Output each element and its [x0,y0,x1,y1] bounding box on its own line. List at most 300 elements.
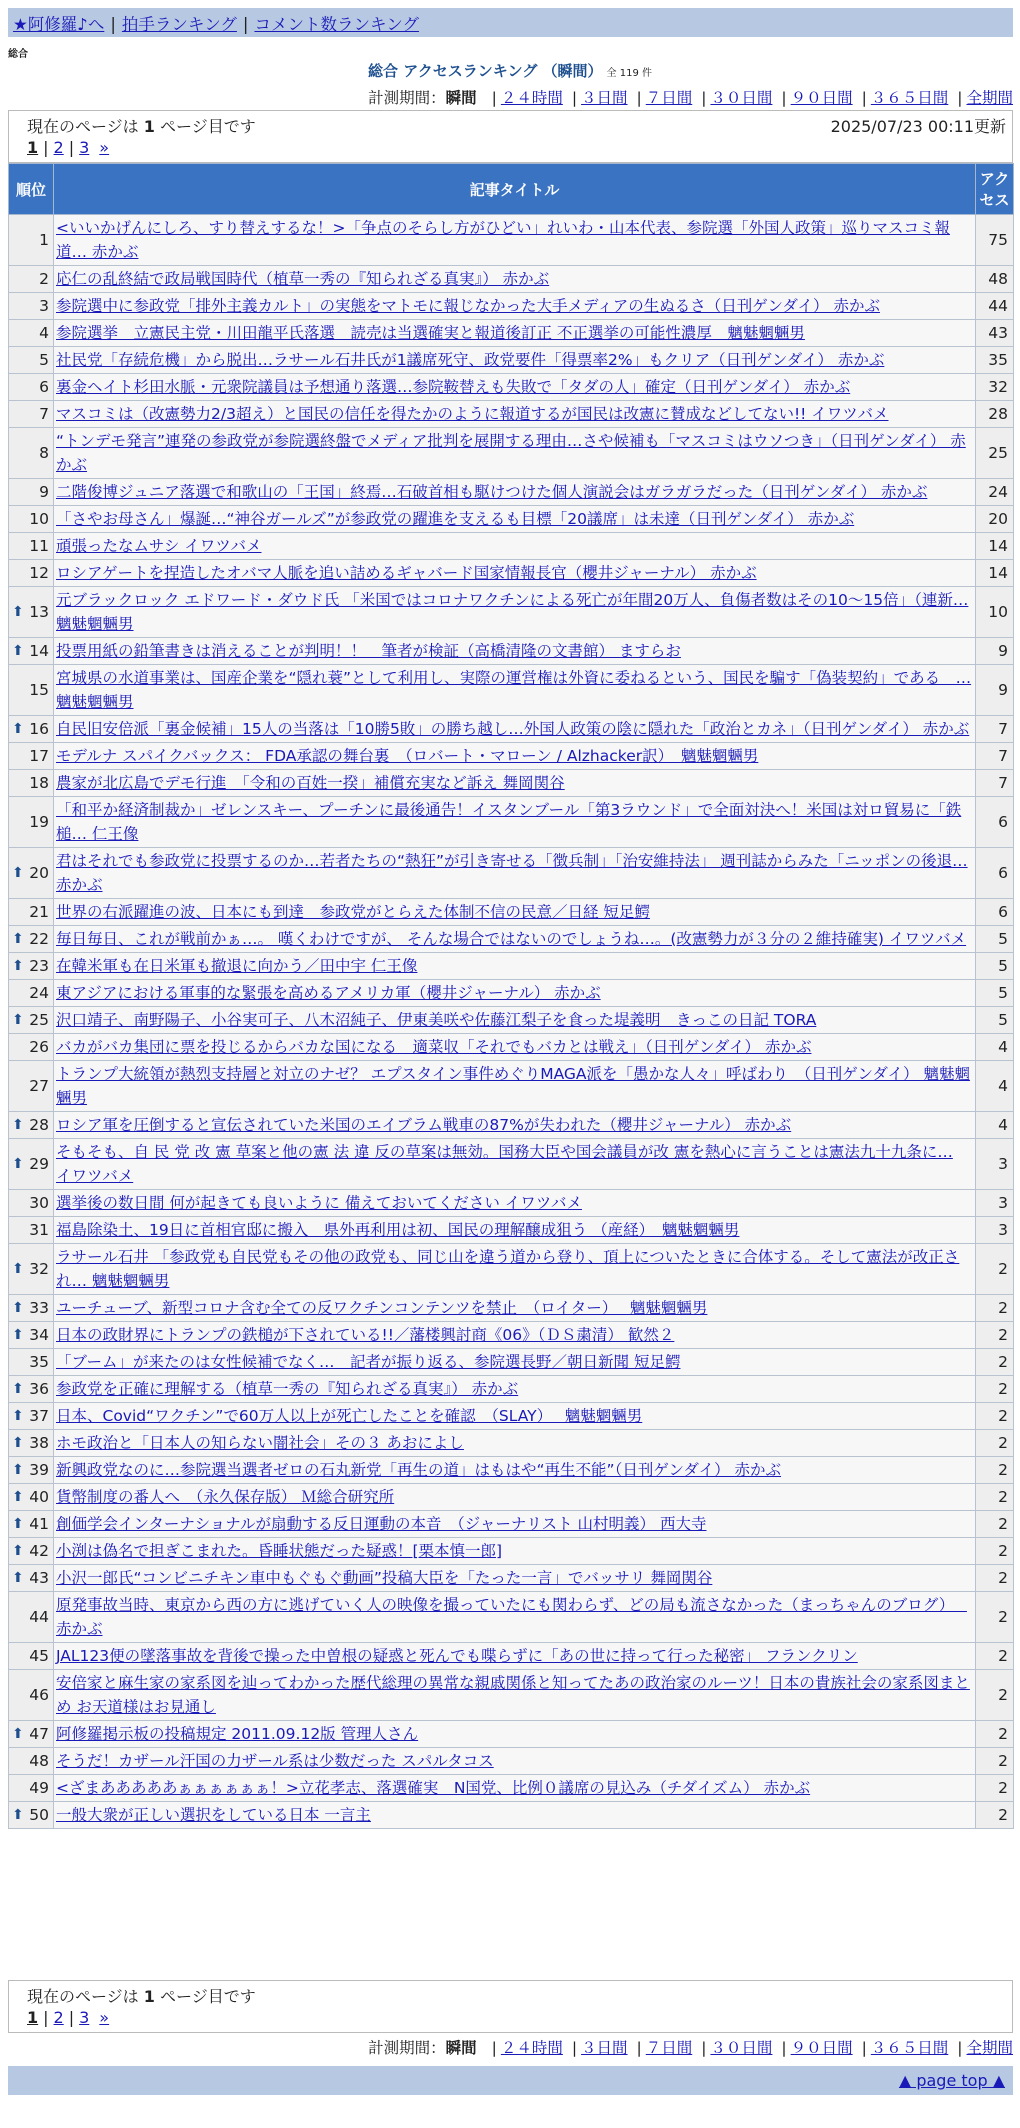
rank-cell [9,266,54,293]
rank-cell [9,899,54,926]
title-cell [54,716,976,743]
table-row [9,926,1014,953]
rank-cell [9,1322,54,1349]
article-title-link[interactable]: 裏金ヘイト杉田水脈・元衆院議員は予想通り落選…参院鞍替えも失敗で「タダの人」確定（日刊ゲンダイ） 赤かぶ [56,378,851,396]
article-title-link[interactable]: 沢口靖子、南野陽子、小谷実可子、八木沼純子、伊東美咲や佐藤江梨子を食った堤義明 きっこの日記 TORA [56,1011,817,1029]
rank-up-arrow-icon: ⬆ [12,1381,24,1397]
period-3d-link[interactable]: ３日間 [581,2039,628,2057]
page-2-link[interactable]: 2 [53,138,64,157]
rank-number: 20 [29,864,49,882]
access-count: 6 [976,899,1014,926]
table-row [9,1802,1014,1829]
access-count: 3 [976,1217,1014,1244]
page-info-top [8,110,1013,163]
rank-cell [9,716,54,743]
rank-number: 1 [39,231,49,249]
rank-up-arrow-icon: ⬆ [12,721,24,737]
rank-cell [9,743,54,770]
rank-number: 28 [29,1116,49,1134]
rank-number: 25 [29,1011,49,1029]
article-title-link[interactable]: 社民党「存続危機」から脱出…ラサール石井氏が1議席死守、政党要件「得票率2%」もクリア（日刊ゲンダイ） 赤かぶ [56,351,885,369]
rank-up-arrow-icon: ⬆ [12,958,24,974]
table-row [9,587,1014,638]
title-cell [54,560,976,587]
rank-number: 26 [29,1038,49,1056]
rank-cell [9,1376,54,1403]
article-title-link[interactable]: 日本、Covid“ワクチン”で60万人以上が死亡したことを確認 （SLAY） 魑魅魍魎男 [56,1407,643,1425]
access-count: 2 [976,1748,1014,1775]
title-cell [54,980,976,1007]
rank-number: 38 [29,1434,49,1452]
period-24h-link[interactable]: ２４時間 [500,89,563,107]
table-row [9,1592,1014,1643]
rank-cell [9,320,54,347]
rank-up-arrow-icon: ⬆ [12,1117,24,1133]
table-row [9,1295,1014,1322]
article-title-link[interactable]: JAL123便の墜落事故を背後で操った中曽根の疑惑と死んでも喋らずに「あの世に持って行った秘密」 フランクリン [56,1647,858,1665]
table-row [9,1190,1014,1217]
title-cell [54,1007,976,1034]
rank-cell [9,1190,54,1217]
article-title-link[interactable]: 君はそれでも参政党に投票するのか…若者たちの“熱狂”が引き寄せる「徴兵制」「治安維持法」 週刊誌からみた「ニッポンの後退… 赤かぶ [56,852,968,894]
rank-number: 48 [29,1752,49,1770]
access-count: 2 [976,1244,1014,1295]
rank-up-arrow-icon: ⬆ [12,1726,24,1742]
article-title-link[interactable]: モデルナ スパイクバックス： FDA承認の舞台裏 （ロバート・マローン / Alzhacker訳） 魑魅魍魎男 [56,747,759,765]
title-cell [54,479,976,506]
rank-up-arrow-icon: ⬆ [12,1435,24,1451]
table-row [9,797,1014,848]
rank-number: 33 [29,1299,49,1317]
rank-cell [9,560,54,587]
next-page-link[interactable]: » [99,138,110,157]
title-cell [54,1244,976,1295]
table-row [9,1538,1014,1565]
title-cell [54,320,976,347]
top-nav-bar [8,8,1013,37]
rank-cell [9,1511,54,1538]
access-count: 7 [976,770,1014,797]
period-label: 計測期間： [368,89,446,107]
title-cell [54,1748,976,1775]
title-cell [54,848,976,899]
rank-number: 21 [29,903,49,921]
rank-number: 34 [29,1326,49,1344]
table-row [9,1244,1014,1295]
article-title-link[interactable]: 創価学会インターナショナルが扇動する反日運動の本音 （ジャーナリスト 山村明義） 西大寺 [56,1515,707,1533]
access-count: 5 [976,980,1014,1007]
title-cell [54,1511,976,1538]
table-row [9,638,1014,665]
rank-cell [9,347,54,374]
table-row [9,215,1014,266]
rank-number: 10 [29,510,49,528]
access-count: 2 [976,1592,1014,1643]
access-count: 20 [976,506,1014,533]
period-current: 瞬間 [445,89,477,107]
table-row [9,1112,1014,1139]
article-title-link[interactable]: 日本の政財界にトランプの鉄槌が下されている!!／藩楼興討商《06》（ＤＳ粛清） 歓然２ [56,1326,675,1344]
title-cell [54,1565,976,1592]
rank-number: 30 [29,1194,49,1212]
table-row [9,1007,1014,1034]
table-row [9,1643,1014,1670]
access-count: 35 [976,347,1014,374]
title-cell [54,743,976,770]
rank-number: 47 [29,1725,49,1743]
access-count: 14 [976,533,1014,560]
rank-number: 50 [29,1806,49,1824]
title-cell [54,1217,976,1244]
title-cell [54,1034,976,1061]
title-cell [54,953,976,980]
rank-number: 36 [29,1380,49,1398]
period-all-link[interactable]: 全期間 [966,2039,1013,2057]
period-7d-link[interactable]: ７日間 [645,2039,693,2057]
rank-cell [9,1295,54,1322]
rank-up-arrow-icon: ⬆ [12,1462,24,1478]
rank-number: 40 [29,1488,49,1506]
rank-up-arrow-icon: ⬆ [12,1489,24,1505]
article-title-link[interactable]: 投票用紙の鉛筆書きは消えることが判明！！ 筆者が検証（高橋清隆の文書館） ますらお [56,642,681,660]
title-cell [54,1721,976,1748]
access-count: 2 [976,1430,1014,1457]
title-cell [54,1775,976,1802]
access-count: 2 [976,1565,1014,1592]
rank-cell [9,1244,54,1295]
table-row [9,1322,1014,1349]
rank-number: 17 [29,747,49,765]
article-title-link[interactable]: 貨幣制度の番人へ （永久保存版） Ｍ総合研究所 [56,1488,395,1506]
title-cell [54,1484,976,1511]
title-cell [54,347,976,374]
article-title-link[interactable]: 小渕は偽名で担ぎこまれた。昏睡状態だった疑惑！[栗本慎一郎] [56,1542,503,1560]
table-row [9,743,1014,770]
period-3d-link[interactable]: ３日間 [581,89,628,107]
access-count: 10 [976,587,1014,638]
rank-cell [9,848,54,899]
rank-cell [9,1670,54,1721]
rank-number: 14 [29,642,49,660]
access-count: 2 [976,1322,1014,1349]
table-row [9,1748,1014,1775]
title-cell [54,1322,976,1349]
access-count: 2 [976,1295,1014,1322]
table-row [9,899,1014,926]
article-title-link[interactable]: 「和平か経済制裁か」ゼレンスキー、プーチンに最後通告！イスタンブール「第3ラウンド」で全面対決へ！米国は対ロ貿易に「鉄槌… 仁王像 [56,801,962,843]
access-count: 9 [976,665,1014,716]
rank-number: 24 [29,984,49,1002]
title-cell [54,293,976,320]
rank-cell [9,1139,54,1190]
article-title-link[interactable]: 安倍家と麻生家の家系図を辿ってわかった歴代総理の異常な親戚関係と知ってたあの政治家のルーツ！日本の貴族社会の家系図まとめ お天道様はお見通し [56,1674,970,1716]
title-cell [54,638,976,665]
rank-number: 7 [39,405,49,423]
pagination: 1 | 2 | 3 » [27,2008,110,2027]
period-7d-link[interactable]: ７日間 [645,89,693,107]
rank-cell [9,1538,54,1565]
rank-cell [9,1034,54,1061]
table-row [9,1034,1014,1061]
rank-number: 44 [29,1608,49,1626]
page-2-link[interactable]: 2 [53,2008,64,2027]
rank-number: 43 [29,1569,49,1587]
table-row [9,506,1014,533]
rank-up-arrow-icon: ⬆ [12,1543,24,1559]
rank-cell [9,1748,54,1775]
table-row [9,980,1014,1007]
table-row [9,1217,1014,1244]
access-count: 5 [976,926,1014,953]
access-count: 3 [976,1190,1014,1217]
rank-number: 18 [29,774,49,792]
title-cell [54,899,976,926]
rank-number: 13 [29,603,49,621]
article-title-link[interactable]: トランプ大統領が熱烈支持層と対立のナゼ？ エプスタイン事件めぐりMAGA派を「愚かな人々」呼ばわり （日刊ゲンダイ） 魑魅魍魎男 [56,1065,970,1107]
rank-cell [9,401,54,428]
access-count: 2 [976,1643,1014,1670]
rank-number: 4 [39,324,49,342]
access-count: 6 [976,848,1014,899]
article-title-link[interactable]: 福島除染土、19日に首相官邸に搬入 県外再利用は初、国民の理解醸成狙う （産経） 魑魅魍魎男 [56,1221,740,1239]
rank-number: 27 [29,1077,49,1095]
access-count: 75 [976,215,1014,266]
period-365d-link[interactable]: ３６５日間 [870,2039,949,2057]
article-title-link[interactable]: そうだ！カザール汗国の力ザール系は少数だった スパルタコス [56,1752,494,1770]
rank-cell [9,980,54,1007]
applause-ranking-link[interactable]: 拍手ランキング [121,15,237,34]
article-title-link[interactable]: ユーチューブ、新型コロナ含む全ての反ワクチンコンテンツを禁止 （ロイター） 魑魅魍魎男 [56,1299,708,1317]
access-count: 2 [976,1775,1014,1802]
article-title-link[interactable]: 農家が北広島でデモ行進 「令和の百姓一揆」補償充実など訴え 舞岡関谷 [56,774,565,792]
rank-number: 46 [29,1686,49,1704]
rank-number: 39 [29,1461,49,1479]
article-title-link[interactable]: <ざまあああああぁぁぁぁぁぁ！>立花孝志、落選確実 N国党、比例０議席の見込み（チダイズム） 赤かぶ [56,1779,811,1797]
rank-cell [9,1775,54,1802]
article-title-link[interactable]: 「ブーム」が来たのは女性候補でなく… 記者が振り返る、参院選長野／朝日新聞 短足鰐 [56,1353,681,1371]
title-cell [54,1430,976,1457]
access-count: 7 [976,716,1014,743]
total-count: 全 119 件 [606,68,652,79]
article-title-link[interactable]: 元ブラックロック エドワード・ダウド氏 「米国ではコロナワクチンによる死亡が年間20万人、負傷者数はその10〜15倍」（連新… 魑魅魍魎男 [56,591,969,633]
page-3-link[interactable]: 3 [79,2008,90,2027]
article-title-link[interactable]: 「さやお母さん」爆誕…“神谷ガールズ”が参政党の躍進を支えるも目標「20議席」は未達（日刊ゲンダイ） 赤かぶ [56,510,855,528]
table-row [9,374,1014,401]
rank-cell [9,293,54,320]
table-row [9,428,1014,479]
access-count: 2 [976,1349,1014,1376]
article-title-link[interactable]: 阿修羅掲示板の投稿規定 2011.09.12版 管理人さん [56,1725,419,1743]
table-row [9,1061,1014,1112]
next-page-link[interactable]: » [99,2008,110,2027]
article-title-link[interactable]: “トンデモ発言”連発の参政党が参院選終盤でメディア批判を展開する理由…さや候補も「マスコミはウソつき」（日刊ゲンダイ） 赤かぶ [56,432,966,474]
title-cell [54,401,976,428]
page-top-link[interactable]: ▲ page top ▲ [898,2071,1005,2090]
period-24h-link[interactable]: ２４時間 [500,2039,563,2057]
period-90d-link[interactable]: ９０日間 [790,89,853,107]
article-title-link[interactable]: 二階俊博ジュニア落選で和歌山の「王国」終焉…石破首相も駆けつけた個人演説会はガラガラだった（日刊ゲンダイ） 赤かぶ [56,483,928,501]
title-cell [54,374,976,401]
article-title-link[interactable]: そもそも、自 民 党 改 憲 草案と他の憲 法 違 反の草案は無効。国務大臣や国会議員が改 憲を熱心に言うことは憲法九十九条に… イワツバメ [56,1143,953,1185]
title-cell [54,266,976,293]
category-label: 総合 [8,49,28,60]
rank-number: 9 [39,483,49,501]
page-title [0,60,1020,81]
rank-cell [9,770,54,797]
title-cell [54,1592,976,1643]
page-3-link[interactable]: 3 [79,138,90,157]
table-row [9,1430,1014,1457]
rank-cell [9,1403,54,1430]
rank-cell [9,638,54,665]
period-90d-link[interactable]: ９０日間 [790,2039,853,2057]
period-30d-link[interactable]: ３０日間 [710,2039,773,2057]
title-cell [54,1112,976,1139]
access-count: 25 [976,428,1014,479]
rank-cell [9,797,54,848]
comment-ranking-link[interactable]: コメント数ランキング [254,15,419,34]
table-row [9,1457,1014,1484]
article-title-link[interactable]: 参院選挙 立憲民主党・川田龍平氏落選 読売は当選確実と報道後訂正 不正選挙の可能性濃厚 魑魅魍魎男 [56,324,805,342]
table-row [9,665,1014,716]
title-cell [54,1349,976,1376]
article-title-link[interactable]: 選挙後の数日間 何が起きても良いように 備えておいてください イワツバメ [56,1194,582,1212]
article-title-link[interactable]: 東アジアにおける軍事的な緊張を高めるアメリカ軍（櫻井ジャーナル） 赤かぶ [56,984,601,1002]
access-count: 4 [976,1112,1014,1139]
table-row [9,1139,1014,1190]
table-row [9,848,1014,899]
nav-separator: | [110,15,116,34]
article-title-link[interactable]: ラサール石井 「参政党も自民党もその他の政党も、同じ山を違う道から登り、頂上についたときに合体する。そして憲法が改正され… 魑魅魍魎男 [56,1248,960,1290]
rank-cell [9,1457,54,1484]
article-title-link[interactable]: <いいかげんにしろ、すり替えするな！>「争点のそらし方がひどい」れいわ・山本代表、参院選「外国人政策」巡りマスコミ報道… 赤かぶ [56,219,950,261]
period-365d-link[interactable]: ３６５日間 [870,89,949,107]
title-cell [54,770,976,797]
title-cell [54,533,976,560]
title-cell [54,506,976,533]
rank-number: 22 [29,930,49,948]
title-cell [54,428,976,479]
title-cell [54,1295,976,1322]
access-count: 2 [976,1721,1014,1748]
access-count: 32 [976,374,1014,401]
table-row [9,1721,1014,1748]
page-info-bottom [8,1980,1013,2033]
period-30d-link[interactable]: ３０日間 [710,89,773,107]
rank-header: 順位 [9,164,54,215]
rank-number: 49 [29,1779,49,1797]
rank-cell [9,1430,54,1457]
table-row [9,716,1014,743]
pagination: 1 | 2 | 3 » [27,138,110,157]
table-row [9,479,1014,506]
rank-up-arrow-icon: ⬆ [12,643,24,659]
updated-timestamp: 2025/07/23 00:11更新 [830,117,1006,136]
table-row [9,347,1014,374]
article-title-link[interactable]: 一般大衆が正しい選択をしている日本 一言主 [56,1806,371,1824]
table-row [9,770,1014,797]
article-title-link[interactable]: 毎日毎日、これが戦前かぁ…。 嘆くわけですが、 そんな場合ではないのでしょうね…。(改憲勢力が３分の２維持確実) イワツバメ [56,930,967,948]
rank-cell [9,665,54,716]
article-title-link[interactable]: 小沢一郎氏“コンビニチキン車中もぐもぐ動画”投稿大臣を「たった一言」でバッサリ 舞岡関谷 [56,1569,713,1587]
article-title-link[interactable]: ロシア軍を圧倒すると宣伝されていた米国のエイブラム戦車の87%が失われた（櫻井ジャーナル） 赤かぶ [56,1116,792,1134]
article-title-link[interactable]: 新興政党なのに…参院選当選者ゼロの石丸新党「再生の道」はもはや“再生不能”（日刊ゲンダイ） 赤かぶ [56,1461,782,1479]
article-title-link[interactable]: ホモ政治と「日本人の知らない闇社会」その３ あおによし [56,1434,464,1452]
title-cell [54,1670,976,1721]
access-count: 2 [976,1376,1014,1403]
title-cell [54,1403,976,1430]
rank-cell [9,1217,54,1244]
page-current: 1 [27,2008,39,2027]
rank-number: 37 [29,1407,49,1425]
access-count: 7 [976,743,1014,770]
article-title-link[interactable]: 原発事故当時、東京から西の方に逃げていく人の映像を撮っていたにも関わらず、どの局も流さなかった（まっちゃんのブログ） 赤かぶ [56,1596,967,1638]
rank-number: 16 [29,720,49,738]
rank-up-arrow-icon: ⬆ [12,1156,24,1172]
rank-up-arrow-icon: ⬆ [12,1012,24,1028]
table-row [9,953,1014,980]
page-current: 1 [27,138,39,157]
rank-number: 15 [29,681,49,699]
article-title-link[interactable]: 参院選中に参政党「排外主義カルト」の実態をマトモに報じなかった大手メディアの生ぬるさ（日刊ゲンダイ） 赤かぶ [56,297,880,315]
period-current: 瞬間 [445,2039,477,2057]
rank-cell [9,1349,54,1376]
article-title-link[interactable]: 宮城県の水道事業は、国産企業を“隠れ蓑”として利用し、実際の運営権は外資に委ねるという、国民を騙す「偽装契約」である … 魑魅魍魎男 [56,669,972,711]
article-title-link[interactable]: ロシアゲートを捏造したオバマ人脈を追い詰めるギャバード国家情報長官（櫻井ジャーナル） 赤かぶ [56,564,757,582]
rank-number: 5 [39,351,49,369]
rank-cell [9,1484,54,1511]
rank-cell [9,1721,54,1748]
hits-header: アクセス [976,164,1014,215]
article-title-link[interactable]: 自民旧安倍派「裏金候補」15人の当落は「10勝5敗」の勝ち越し…外国人政策の陰に隠れた「政治とカネ」（日刊ゲンダイ） 赤かぶ [56,720,970,738]
article-title-link[interactable]: 応仁の乱終結で政局戦国時代（植草一秀の『知られざる真実』） 赤かぶ [56,270,550,288]
rank-up-arrow-icon: ⬆ [12,865,24,881]
article-title-link[interactable]: 参政党を正確に理解する（植草一秀の『知られざる真実』） 赤かぶ [56,1380,519,1398]
title-cell [54,1376,976,1403]
title-cell [54,665,976,716]
access-count: 28 [976,401,1014,428]
table-row [9,266,1014,293]
access-count: 2 [976,1511,1014,1538]
access-count: 9 [976,638,1014,665]
rank-number: 8 [39,444,49,462]
table-row [9,293,1014,320]
rank-cell [9,1592,54,1643]
access-count: 48 [976,266,1014,293]
home-link[interactable]: ★阿修羅♪へ [13,15,105,34]
table-row [9,1511,1014,1538]
period-all-link[interactable]: 全期間 [966,89,1013,107]
current-page-text: 現在のページは 1 ページ目です [27,1987,256,2006]
table-row [9,1670,1014,1721]
rank-cell [9,1802,54,1829]
title-cell [54,1802,976,1829]
nav-separator: | [242,15,249,34]
period-selector-bottom: 計測期間：瞬間 | ２４時間 | ３日間 | ７日間 | ３０日間 | ９０日間 | ３６５日間 | 全期間 [368,2039,1013,2057]
article-title-link[interactable]: 頑張ったなムサシ イワツバメ [56,537,262,555]
article-title-link[interactable]: バカがバカ集団に票を投じるからバカな国になる 適菜収「それでもバカとは戦え」（日刊ゲンダイ） 赤かぶ [56,1038,812,1056]
article-title-link[interactable]: 在韓米軍も在日米軍も撤退に向かう／田中宇 仁王像 [56,957,418,975]
rank-number: 42 [29,1542,49,1560]
access-count: 2 [976,1457,1014,1484]
article-title-link[interactable]: 世界の右派躍進の波、日本にも到達 参政党がとらえた体制不信の民意／日経 短足鰐 [56,903,650,921]
period-label: 計測期間： [368,2039,446,2057]
rank-number: 35 [29,1353,49,1371]
rank-number: 32 [29,1260,49,1278]
table-row [9,320,1014,347]
rank-up-arrow-icon: ⬆ [12,1516,24,1532]
article-title-link[interactable]: マスコミは（改憲勢力2/3超え）と国民の信任を得たかのように報道するが国民は改憲に賛成などしてない!! イワツバメ [56,405,889,423]
